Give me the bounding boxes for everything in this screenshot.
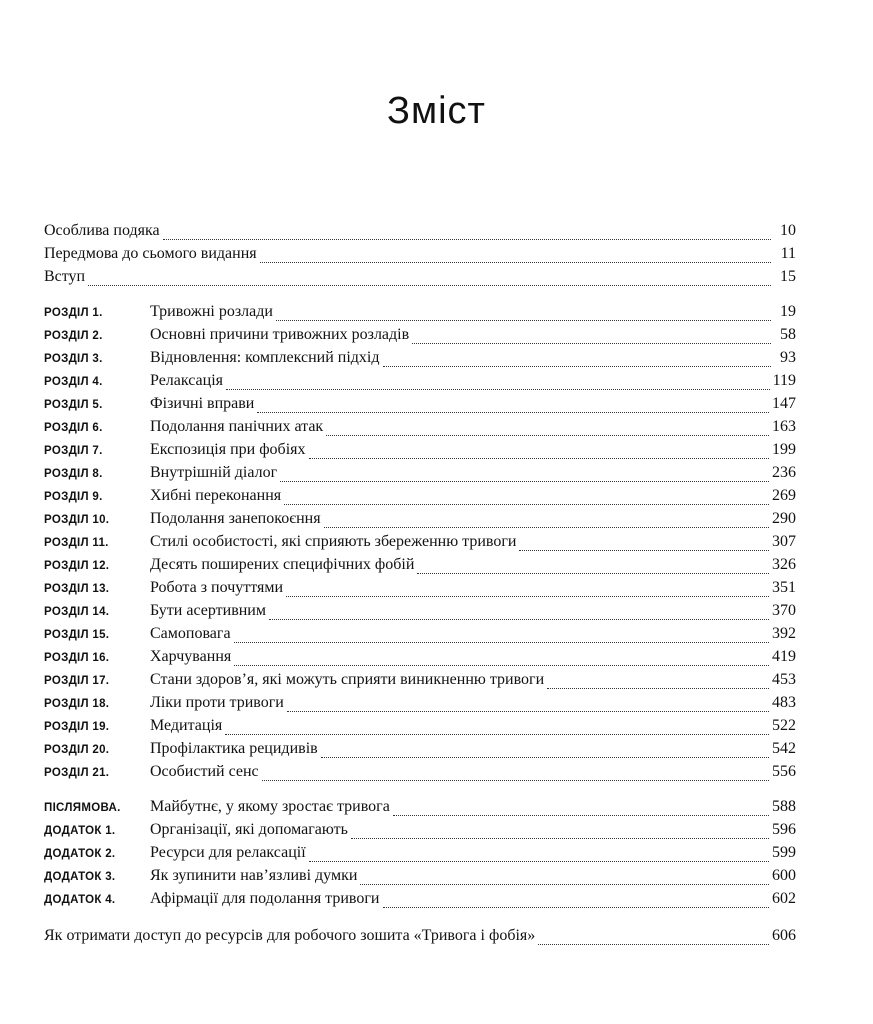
dot-leader bbox=[412, 342, 771, 344]
page-number: 163 bbox=[772, 418, 796, 435]
entry-title: Фізичні вправи bbox=[150, 395, 255, 412]
dot-leader bbox=[286, 595, 769, 597]
toc-entry[interactable] bbox=[44, 533, 796, 556]
table-of-contents bbox=[44, 222, 796, 950]
toc-entry[interactable] bbox=[44, 694, 796, 717]
entry-title: Десять поширених специфічних фобій bbox=[150, 556, 415, 573]
entry-title: Афірмації для подолання тривоги bbox=[150, 890, 380, 907]
dot-leader bbox=[226, 388, 770, 390]
toc-entry[interactable] bbox=[44, 717, 796, 740]
entry-label: РОЗДІЛ 15. bbox=[44, 629, 110, 641]
entry-label: РОЗДІЛ 13. bbox=[44, 583, 110, 595]
toc-entry[interactable] bbox=[44, 441, 796, 464]
page-number: 15 bbox=[780, 268, 796, 285]
entry-label: РОЗДІЛ 8. bbox=[44, 468, 103, 480]
page-title: Зміст bbox=[387, 90, 486, 132]
page-number: 599 bbox=[772, 844, 796, 861]
dot-leader bbox=[393, 814, 769, 816]
entry-label: РОЗДІЛ 17. bbox=[44, 675, 110, 687]
page-number: 542 bbox=[772, 740, 796, 757]
page-number: 19 bbox=[780, 303, 796, 320]
page-number: 392 bbox=[772, 625, 796, 642]
dot-leader bbox=[262, 779, 769, 781]
page-number: 600 bbox=[772, 867, 796, 884]
entry-title: Ліки проти тривоги bbox=[150, 694, 284, 711]
toc-entry[interactable] bbox=[44, 648, 796, 671]
entry-label: РОЗДІЛ 4. bbox=[44, 376, 103, 388]
entry-label: РОЗДІЛ 21. bbox=[44, 767, 110, 779]
toc-entry[interactable] bbox=[44, 579, 796, 602]
dot-leader bbox=[547, 687, 769, 689]
toc-entry[interactable] bbox=[44, 487, 796, 510]
page-number: 596 bbox=[772, 821, 796, 838]
entry-title: Робота з почуттями bbox=[150, 579, 284, 596]
entry-label: ДОДАТОК 2. bbox=[44, 848, 116, 860]
entry-title: Вступ bbox=[44, 268, 86, 285]
page-number: 370 bbox=[772, 602, 796, 619]
page-number: 307 bbox=[772, 533, 796, 550]
dot-leader bbox=[351, 837, 769, 839]
entry-label: РОЗДІЛ 3. bbox=[44, 353, 103, 365]
toc-entry-final[interactable] bbox=[44, 927, 796, 950]
page-number: 602 bbox=[772, 890, 796, 907]
dot-leader bbox=[538, 943, 769, 945]
page-number: 326 bbox=[772, 556, 796, 573]
entry-label: РОЗДІЛ 14. bbox=[44, 606, 110, 618]
entry-title: Самоповага bbox=[150, 625, 231, 642]
dot-leader bbox=[519, 549, 769, 551]
page-number: 11 bbox=[780, 245, 796, 262]
dot-leader bbox=[269, 618, 769, 620]
entry-title: Передмова до сьомого видання bbox=[44, 245, 257, 262]
page-number: 119 bbox=[772, 372, 796, 389]
entry-label: РОЗДІЛ 16. bbox=[44, 652, 110, 664]
dot-leader bbox=[383, 365, 771, 367]
toc-entry[interactable] bbox=[44, 763, 796, 786]
toc-entry[interactable] bbox=[44, 245, 796, 268]
page-number: 588 bbox=[772, 798, 796, 815]
entry-title: Особистий сенс bbox=[150, 763, 259, 780]
dot-leader bbox=[225, 733, 769, 735]
page-number: 58 bbox=[780, 326, 796, 343]
toc-entry[interactable] bbox=[44, 349, 796, 372]
toc-entry[interactable] bbox=[44, 303, 796, 326]
toc-entry[interactable] bbox=[44, 372, 796, 395]
page-number: 147 bbox=[772, 395, 796, 412]
entry-label: ДОДАТОК 3. bbox=[44, 871, 116, 883]
entry-label: ДОДАТОК 1. bbox=[44, 825, 116, 837]
entry-title: Бути асертивним bbox=[150, 602, 266, 619]
dot-leader bbox=[234, 641, 769, 643]
page-number: 453 bbox=[772, 671, 796, 688]
dot-leader bbox=[326, 434, 769, 436]
entry-title: Як зупинити нав’язливі думки bbox=[150, 867, 358, 884]
toc-entry[interactable] bbox=[44, 625, 796, 648]
toc-entry[interactable] bbox=[44, 222, 796, 245]
page-number: 93 bbox=[780, 349, 796, 366]
entry-label: РОЗДІЛ 19. bbox=[44, 721, 110, 733]
toc-entry[interactable] bbox=[44, 867, 796, 890]
entry-title: Релаксація bbox=[150, 372, 224, 389]
entry-title: Відновлення: комплексний підхід bbox=[150, 349, 380, 366]
toc-entry[interactable] bbox=[44, 418, 796, 441]
page-number: 269 bbox=[772, 487, 796, 504]
entry-title: Особлива подяка bbox=[44, 222, 160, 239]
dot-leader bbox=[324, 526, 769, 528]
entry-label: РОЗДІЛ 18. bbox=[44, 698, 110, 710]
toc-entry[interactable] bbox=[44, 395, 796, 418]
dot-leader bbox=[163, 238, 771, 240]
chapter-list bbox=[44, 303, 796, 786]
entry-label: РОЗДІЛ 7. bbox=[44, 445, 103, 457]
entry-label: РОЗДІЛ 11. bbox=[44, 537, 109, 549]
toc-entry[interactable] bbox=[44, 602, 796, 625]
toc-entry[interactable] bbox=[44, 556, 796, 579]
page-number: 419 bbox=[772, 648, 796, 665]
entry-title: Організації, які допомагають bbox=[150, 821, 348, 838]
page-number: 606 bbox=[772, 927, 796, 944]
page-number: 236 bbox=[772, 464, 796, 481]
entry-title: Ресурси для релаксації bbox=[150, 844, 306, 861]
entry-title: Майбутнє, у якому зростає тривога bbox=[150, 798, 390, 815]
dot-leader bbox=[284, 503, 769, 505]
toc-entry[interactable] bbox=[44, 740, 796, 763]
page-number: 522 bbox=[772, 717, 796, 734]
toc-entry[interactable] bbox=[44, 821, 796, 844]
front-matter bbox=[44, 222, 796, 291]
dot-leader bbox=[383, 906, 770, 908]
entry-title: Тривожні розлади bbox=[150, 303, 273, 320]
entry-title: Подолання панічних атак bbox=[150, 418, 324, 435]
entry-title: Харчування bbox=[150, 648, 232, 665]
page-number: 290 bbox=[772, 510, 796, 527]
dot-leader bbox=[309, 457, 770, 459]
toc-entry[interactable] bbox=[44, 326, 796, 349]
page-number: 351 bbox=[772, 579, 796, 596]
entry-label: РОЗДІЛ 5. bbox=[44, 399, 103, 411]
entry-label: РОЗДІЛ 2. bbox=[44, 330, 103, 342]
back-matter bbox=[44, 798, 796, 913]
entry-title: Медитація bbox=[150, 717, 223, 734]
dot-leader bbox=[88, 284, 771, 286]
toc-entry[interactable] bbox=[44, 798, 796, 821]
toc-entry[interactable] bbox=[44, 890, 796, 913]
entry-title: Експозиція при фобіях bbox=[150, 441, 306, 458]
page-number: 10 bbox=[780, 222, 796, 239]
entry-title: Подолання занепокоєння bbox=[150, 510, 321, 527]
entry-label: РОЗДІЛ 6. bbox=[44, 422, 103, 434]
page-number: 483 bbox=[772, 694, 796, 711]
entry-label: ДОДАТОК 4. bbox=[44, 894, 116, 906]
toc-entry[interactable] bbox=[44, 671, 796, 694]
dot-leader bbox=[360, 883, 769, 885]
entry-title: Профілактика рецидивів bbox=[150, 740, 318, 757]
entry-label: РОЗДІЛ 1. bbox=[44, 307, 103, 319]
entry-label: РОЗДІЛ 10. bbox=[44, 514, 110, 526]
entry-title: Як отримати доступ до ресурсів для робочого зошита «Тривога і фобія» bbox=[44, 927, 536, 944]
dot-leader bbox=[309, 860, 769, 862]
dot-leader bbox=[321, 756, 769, 758]
dot-leader bbox=[287, 710, 769, 712]
dot-leader bbox=[234, 664, 769, 666]
entry-label: РОЗДІЛ 9. bbox=[44, 491, 103, 503]
entry-title: Стилі особистості, які сприяють збереженню тривоги bbox=[150, 533, 517, 550]
entry-label: РОЗДІЛ 12. bbox=[44, 560, 110, 572]
entry-title: Основні причини тривожних розладів bbox=[150, 326, 410, 343]
dot-leader bbox=[276, 319, 771, 321]
toc-entry[interactable] bbox=[44, 464, 796, 487]
toc-entry[interactable] bbox=[44, 268, 796, 291]
page-number: 199 bbox=[772, 441, 796, 458]
entry-title: Хибні переконання bbox=[150, 487, 282, 504]
entry-label: РОЗДІЛ 20. bbox=[44, 744, 110, 756]
dot-leader bbox=[417, 572, 769, 574]
entry-title: Внутрішній діалог bbox=[150, 464, 278, 481]
dot-leader bbox=[280, 480, 769, 482]
entry-title: Стани здоров’я, які можуть сприяти виникненню тривоги bbox=[150, 671, 545, 688]
toc-entry[interactable] bbox=[44, 844, 796, 867]
page-number: 556 bbox=[772, 763, 796, 780]
dot-leader bbox=[260, 261, 771, 263]
entry-label: ПІСЛЯМОВА. bbox=[44, 802, 121, 814]
toc-entry[interactable] bbox=[44, 510, 796, 533]
dot-leader bbox=[257, 411, 769, 413]
